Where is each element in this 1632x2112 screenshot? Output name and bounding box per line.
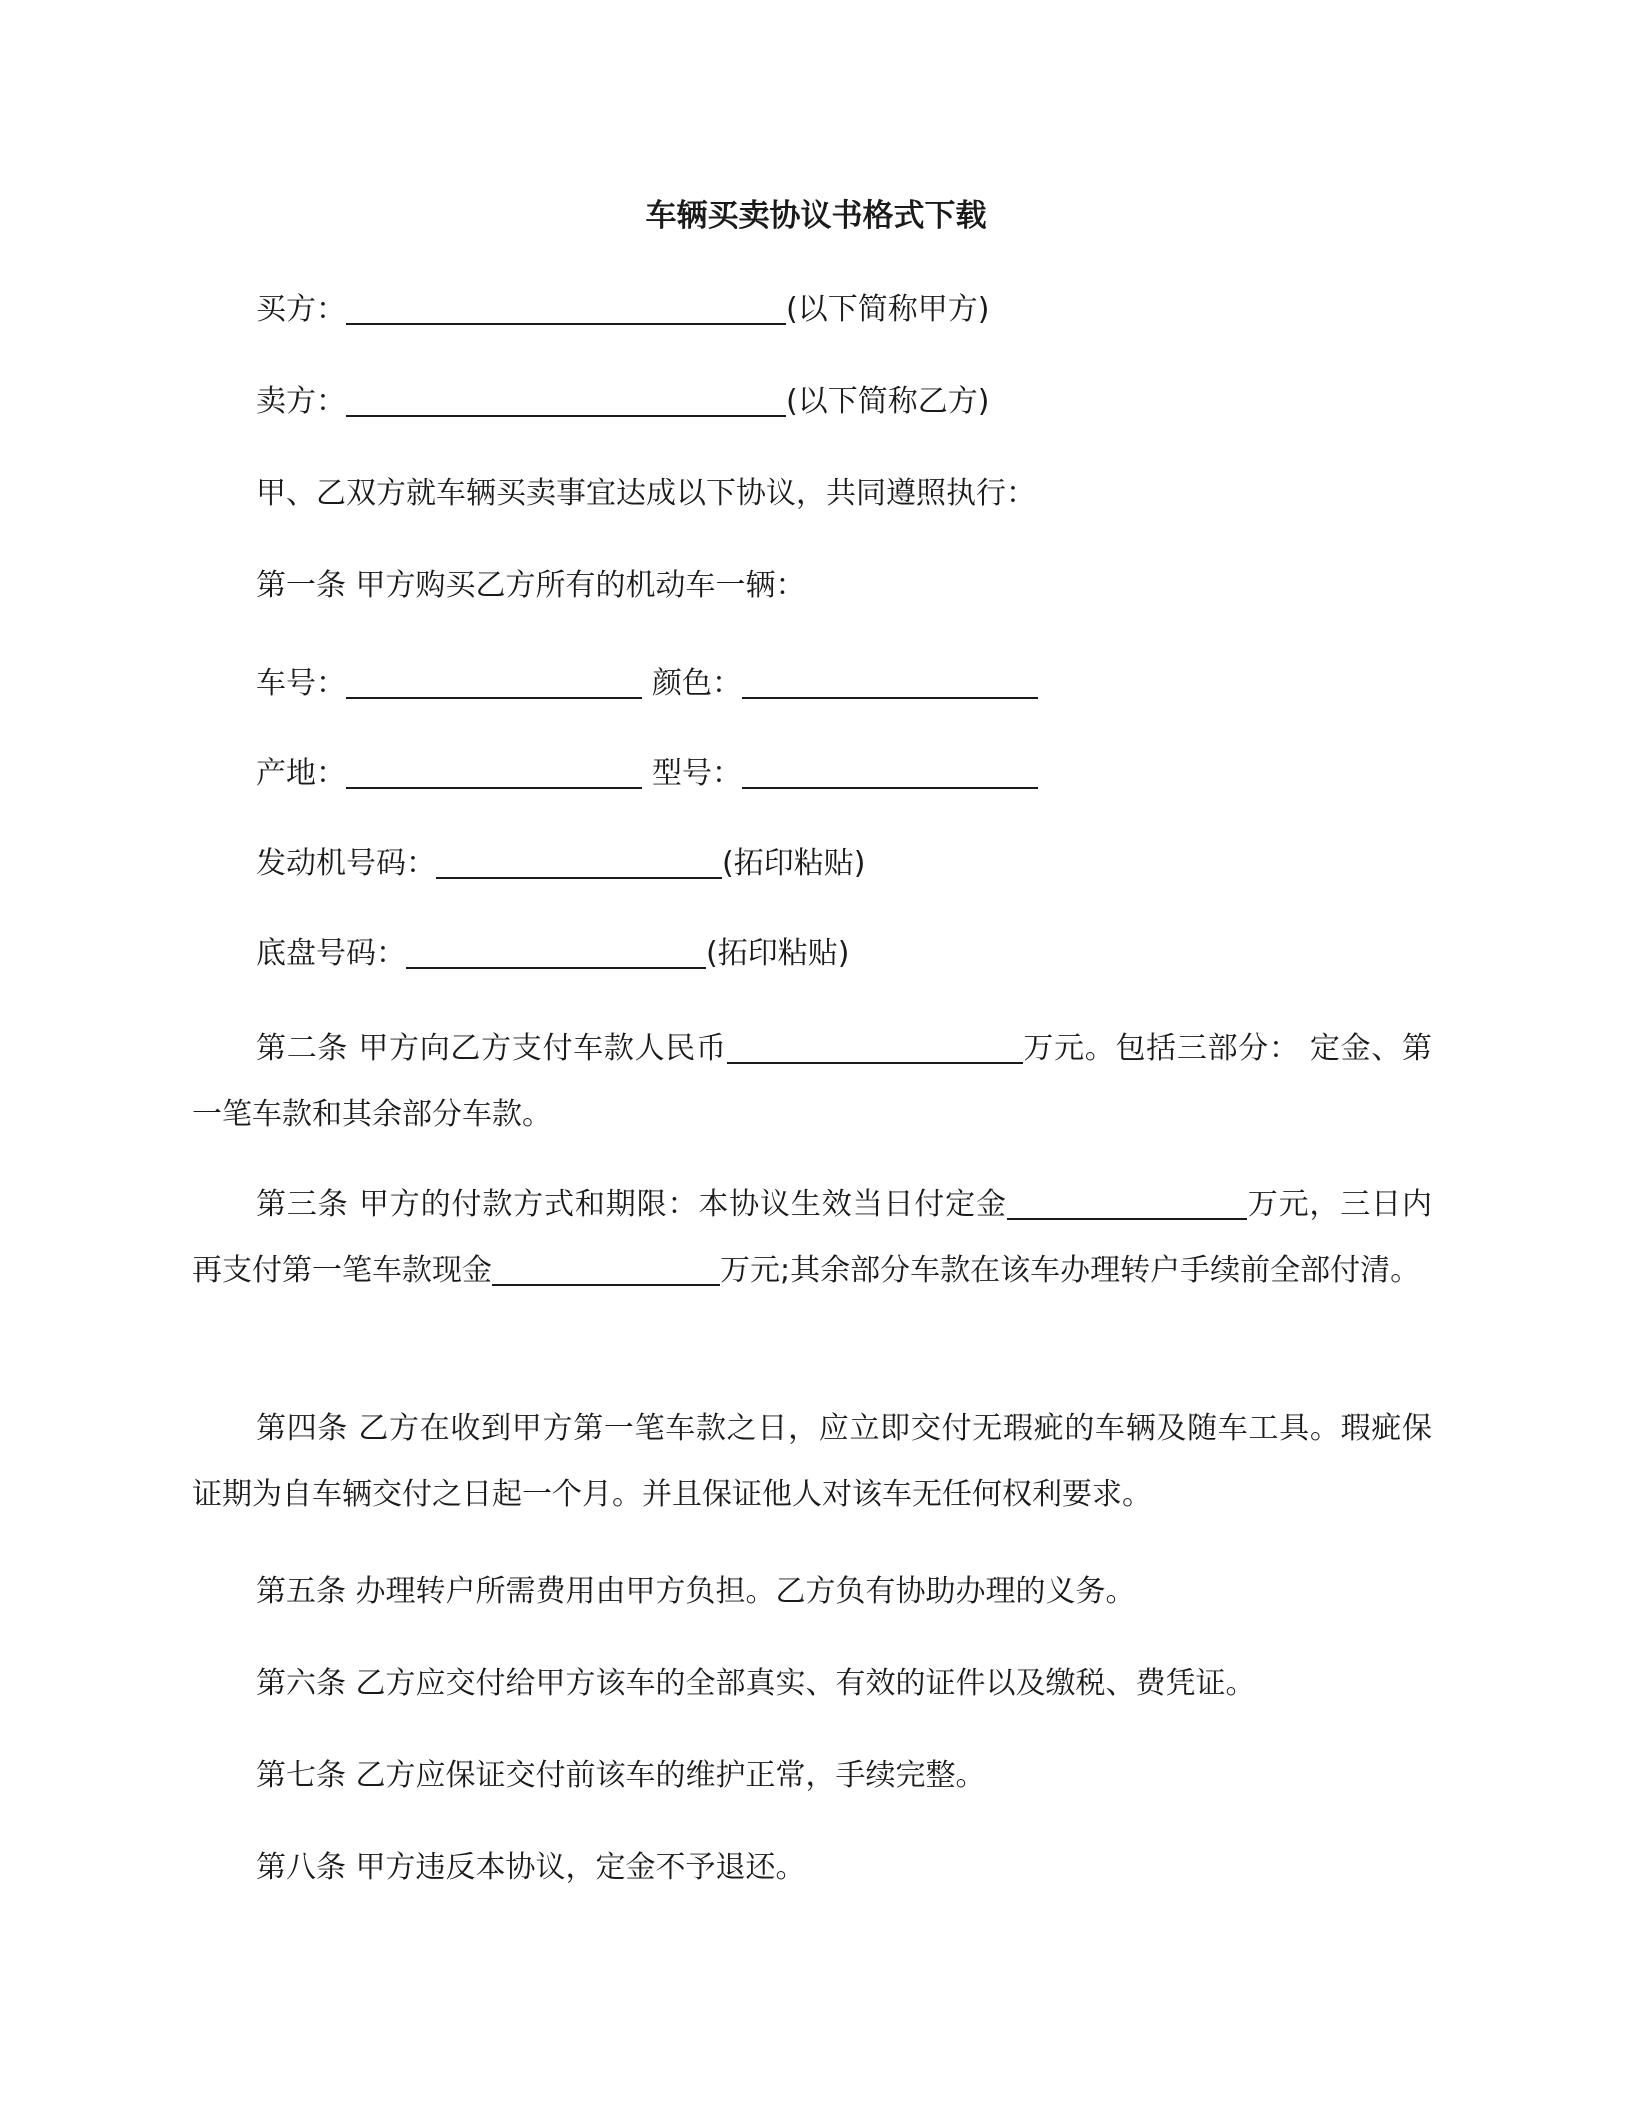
plate-label: 车号： (256, 666, 346, 701)
chassis-suffix: (拓印粘贴) (706, 936, 850, 971)
article-1: 第一条 甲方购买乙方所有的机动车一辆： (256, 568, 806, 603)
deposit-blank (1007, 1188, 1247, 1220)
origin-label: 产地： (256, 756, 346, 791)
color-blank (742, 667, 1038, 699)
seller-blank (346, 385, 786, 417)
engine-line (256, 844, 865, 884)
chassis-blank (406, 937, 706, 969)
document-title: 车辆买卖协议书格式下载 (645, 198, 987, 234)
buyer-line (256, 290, 989, 330)
seller-suffix: (以下简称乙方) (786, 384, 990, 419)
intro-line: 甲、乙双方就车辆买卖事宜达成以下协议，共同遵照执行： (256, 476, 1036, 511)
article-3-part3: 万元;其余部分车款在该车办理转户手续前全部付清。 (720, 1253, 1421, 1288)
engine-label: 发动机号码： (256, 846, 436, 881)
price-blank (727, 1032, 1023, 1064)
article-6: 第六条 乙方应交付给甲方该车的全部真实、有效的证件以及缴税、费凭证。 (256, 1666, 1256, 1701)
article-3-part2: 万元，三日内再支付第一笔车款现金 (192, 1187, 1432, 1288)
plate-blank (346, 667, 642, 699)
article-2-part2: 万元。包括三部分： 定金、第一笔车款和其余部分车款。 (192, 1031, 1432, 1132)
model-blank (742, 757, 1038, 789)
engine-suffix: (拓印粘贴) (722, 846, 866, 881)
seller-label: 卖方： (256, 384, 346, 419)
chassis-label: 底盘号码： (256, 936, 406, 971)
first-payment-blank (492, 1254, 720, 1286)
origin-model-line (256, 754, 1038, 794)
article-5: 第五条 办理转户所需费用由甲方负担。乙方负有协助办理的义务。 (256, 1574, 1136, 1609)
color-label: 颜色： (652, 666, 742, 701)
article-3-part1: 第三条 甲方的付款方式和期限：本协议生效当日付定金 (256, 1187, 1007, 1222)
article-2-part1: 第二条 甲方向乙方支付车款人民币 (256, 1031, 727, 1066)
buyer-suffix: (以下简称甲方) (786, 292, 990, 327)
plate-color-line (256, 664, 1038, 704)
engine-blank (436, 847, 722, 879)
article-4: 第四条 乙方在收到甲方第一笔车款之日，应立即交付无瑕疵的车辆及随车工具。瑕疵保证期为自车辆交付之日起一个月。并且保证他人对该车无任何权利要求。 (192, 1411, 1432, 1512)
article-7: 第七条 乙方应保证交付前该车的维护正常，手续完整。 (256, 1758, 986, 1793)
buyer-blank (346, 293, 786, 325)
article-3 (192, 1172, 1432, 1304)
origin-blank (346, 757, 642, 789)
seller-line (256, 382, 989, 422)
article-2 (192, 1016, 1432, 1148)
buyer-label: 买方： (256, 292, 346, 327)
chassis-line (256, 934, 849, 974)
model-label: 型号： (652, 756, 742, 791)
article-8: 第八条 甲方违反本协议，定金不予退还。 (256, 1850, 806, 1885)
